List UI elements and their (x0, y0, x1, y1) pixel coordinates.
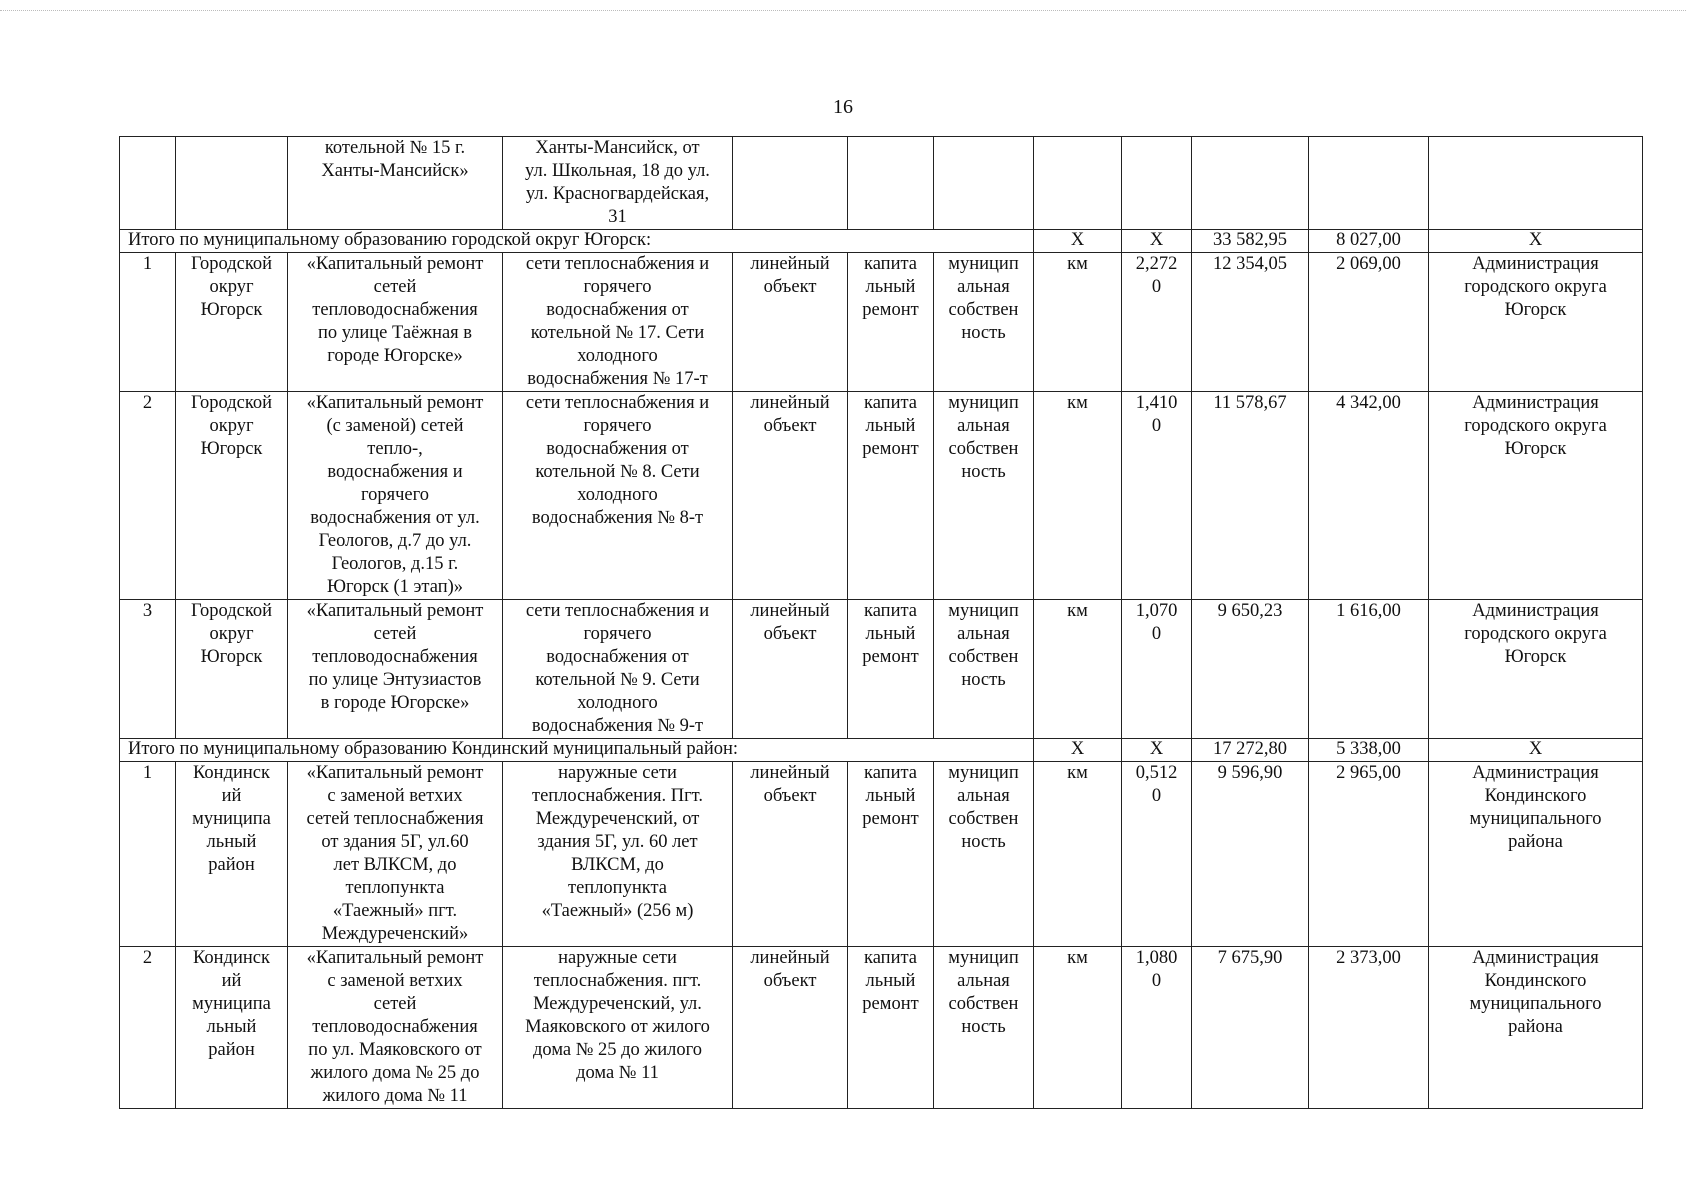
cell-unit: км (1034, 947, 1122, 1109)
cell-work: капита льный ремонт (848, 600, 934, 739)
cell-length: 2,272 0 (1122, 253, 1192, 392)
cell-num: 2 (120, 392, 176, 600)
page-number: 16 (833, 96, 853, 118)
cell-municipality: Кондинск ий муниципа льный район (176, 762, 288, 947)
table-row-total (120, 230, 1643, 253)
table-row (120, 762, 1643, 947)
table-row-continuation (120, 137, 1643, 230)
projects-table (119, 136, 1643, 1109)
cell-funding: 4 342,00 (1309, 392, 1429, 600)
cell-ownership: муницип альная собствен ность (934, 253, 1034, 392)
cell-ownership: муницип альная собствен ность (934, 762, 1034, 947)
cell-unit (1034, 137, 1122, 230)
cell-description: наружные сети теплоснабжения. Пгт. Междуреченский, от здания 5Г, ул. 60 лет ВЛКСМ, до теплопункта «Таежный» (256 м) (503, 762, 733, 947)
cell-type: линейный объект (733, 762, 848, 947)
cell-work (848, 137, 934, 230)
cell-name: «Капитальный ремонт сетей тепловодоснабжения по улице Энтузиастов в городе Югорске» (288, 600, 503, 739)
cell-ownership: муницип альная собствен ность (934, 947, 1034, 1109)
total-label: Итого по муниципальному образованию городской округ Югорск: (120, 230, 1034, 253)
table-row-total (120, 739, 1643, 762)
cell-num: 1 (120, 253, 176, 392)
cell-customer: Администрация Кондинского муниципального района (1429, 762, 1643, 947)
cell-name: «Капитальный ремонт с заменой ветхих сетей теплоснабжения от здания 5Г, ул.60 лет ВЛКСМ, до теплопункта «Таежный» пгт. Междуреченский» (288, 762, 503, 947)
cell-funding: 1 616,00 (1309, 600, 1429, 739)
total-funding: 8 027,00 (1309, 230, 1429, 253)
table-row (120, 392, 1643, 600)
cell-num: 3 (120, 600, 176, 739)
cell-type (733, 137, 848, 230)
cell-cost: 12 354,05 (1192, 253, 1309, 392)
cell-name: «Капитальный ремонт (с заменой) сетей тепло-, водоснабжения и горячего водоснабжения от ул. Геологов, д.7 до ул. Геологов, д.15 г. Югорск (1 этап)» (288, 392, 503, 600)
cell-cost: 11 578,67 (1192, 392, 1309, 600)
total-unit: Х (1034, 739, 1122, 762)
cell-description: сети теплоснабжения и горячего водоснабжения от котельной № 9. Сети холодного водоснабжения № 9-т (503, 600, 733, 739)
cell-customer: Администрация городского округа Югорск (1429, 600, 1643, 739)
cell-ownership (934, 137, 1034, 230)
cell-municipality: Городской округ Югорск (176, 392, 288, 600)
cell-description: сети теплоснабжения и горячего водоснабжения от котельной № 8. Сети холодного водоснабжения № 8-т (503, 392, 733, 600)
cell-num: 1 (120, 762, 176, 947)
cell-funding: 2 069,00 (1309, 253, 1429, 392)
cell-cost: 9 650,23 (1192, 600, 1309, 739)
cell-work: капита льный ремонт (848, 947, 934, 1109)
cell-unit: км (1034, 392, 1122, 600)
cell-funding: 2 965,00 (1309, 762, 1429, 947)
cell-type: линейный объект (733, 947, 848, 1109)
cell-description: сети теплоснабжения и горячего водоснабжения от котельной № 17. Сети холодного водоснабжения № 17-т (503, 253, 733, 392)
total-length: Х (1122, 739, 1192, 762)
cell-num (120, 137, 176, 230)
cell-municipality: Городской округ Югорск (176, 600, 288, 739)
cell-name: котельной № 15 г. Ханты-Мансийск» (288, 137, 503, 230)
total-cost: 17 272,80 (1192, 739, 1309, 762)
cell-customer (1429, 137, 1643, 230)
table-row (120, 947, 1643, 1109)
cell-name: «Капитальный ремонт с заменой ветхих сетей тепловодоснабжения по ул. Маяковского от жилого дома № 25 до жилого дома № 11 (288, 947, 503, 1109)
cell-work: капита льный ремонт (848, 762, 934, 947)
cell-length: 1,070 0 (1122, 600, 1192, 739)
cell-unit: км (1034, 762, 1122, 947)
cell-length (1122, 137, 1192, 230)
cell-length: 1,410 0 (1122, 392, 1192, 600)
cell-unit: км (1034, 600, 1122, 739)
total-label: Итого по муниципальному образованию Кондинский муниципальный район: (120, 739, 1034, 762)
cell-length: 1,080 0 (1122, 947, 1192, 1109)
cell-funding (1309, 137, 1429, 230)
cell-type: линейный объект (733, 392, 848, 600)
scan-top-edge (0, 10, 1686, 11)
cell-cost (1192, 137, 1309, 230)
cell-ownership: муницип альная собствен ность (934, 392, 1034, 600)
cell-num: 2 (120, 947, 176, 1109)
cell-ownership: муницип альная собствен ность (934, 600, 1034, 739)
cell-description: наружные сети теплоснабжения. пгт. Междуреченский, ул. Маяковского от жилого дома № 25 до жилого дома № 11 (503, 947, 733, 1109)
table-row (120, 253, 1643, 392)
cell-work: капита льный ремонт (848, 253, 934, 392)
cell-funding: 2 373,00 (1309, 947, 1429, 1109)
table-row (120, 600, 1643, 739)
cell-cost: 7 675,90 (1192, 947, 1309, 1109)
total-customer: Х (1429, 230, 1643, 253)
cell-municipality: Кондинск ий муниципа льный район (176, 947, 288, 1109)
total-unit: Х (1034, 230, 1122, 253)
cell-cost: 9 596,90 (1192, 762, 1309, 947)
cell-customer: Администрация городского округа Югорск (1429, 392, 1643, 600)
total-funding: 5 338,00 (1309, 739, 1429, 762)
total-length: Х (1122, 230, 1192, 253)
total-customer: Х (1429, 739, 1643, 762)
cell-unit: км (1034, 253, 1122, 392)
cell-type: линейный объект (733, 600, 848, 739)
cell-municipality (176, 137, 288, 230)
cell-customer: Администрация Кондинского муниципального района (1429, 947, 1643, 1109)
cell-municipality: Городской округ Югорск (176, 253, 288, 392)
cell-length: 0,512 0 (1122, 762, 1192, 947)
cell-work: капита льный ремонт (848, 392, 934, 600)
total-cost: 33 582,95 (1192, 230, 1309, 253)
cell-description: Ханты-Мансийск, от ул. Школьная, 18 до ул. ул. Красногвардейская, 31 (503, 137, 733, 230)
cell-customer: Администрация городского округа Югорск (1429, 253, 1643, 392)
cell-name: «Капитальный ремонт сетей тепловодоснабжения по улице Таёжная в городе Югорске» (288, 253, 503, 392)
cell-type: линейный объект (733, 253, 848, 392)
